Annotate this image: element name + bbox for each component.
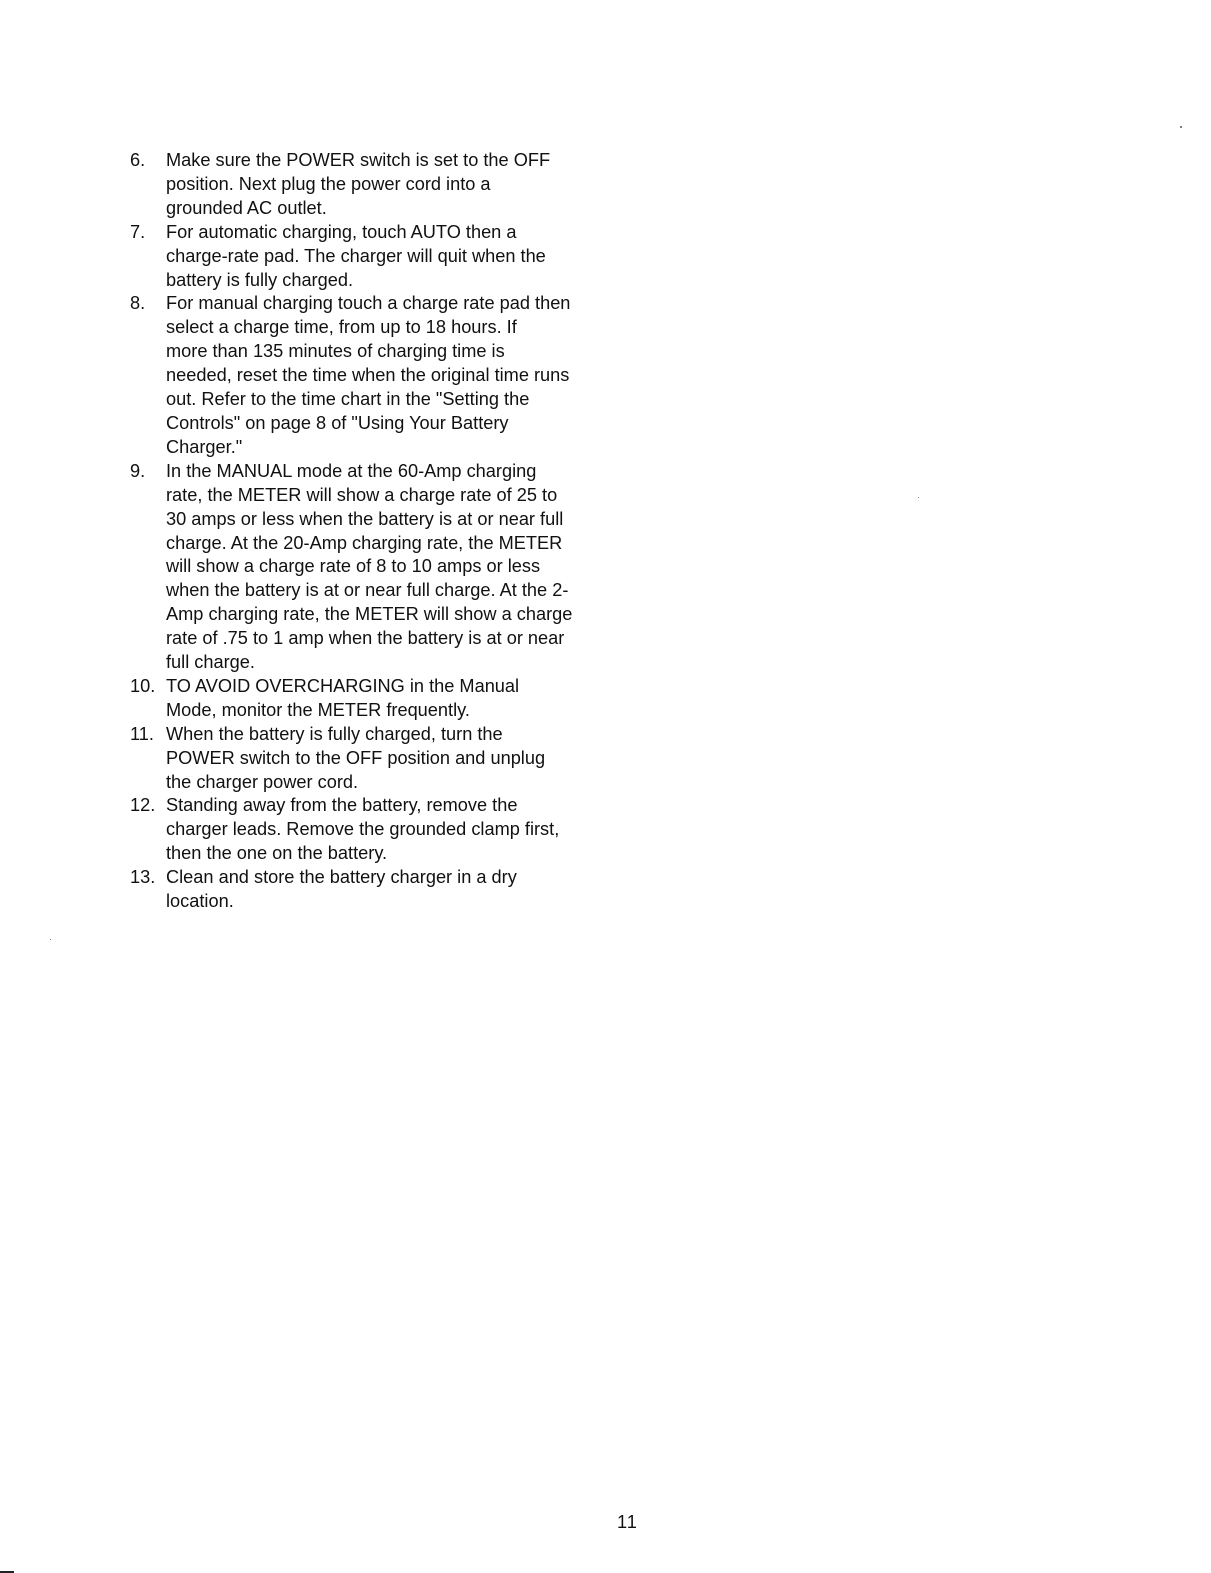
step-text-line: 30 amps or less when the battery is at or near full: [166, 508, 564, 529]
step-text-line: more than 135 minutes of charging time is: [166, 341, 505, 362]
step-text-line: the charger power cord.: [166, 771, 359, 792]
step-text: [166, 794, 630, 866]
step-text-line: Controls" on page 8 of "Using Your Battery: [166, 412, 509, 433]
step-item-12: [130, 794, 630, 866]
step-number: 8.: [130, 293, 146, 314]
step-text-line: charger leads. Remove the grounded clamp first,: [166, 819, 560, 840]
step-number: 13.: [130, 867, 156, 888]
step-text-line: charge. At the 20-Amp charging rate, the METER: [166, 532, 563, 553]
step-text-line: Make sure the POWER switch is set to the OFF: [166, 150, 551, 170]
step-text-line: needed, reset the time when the original time runs: [166, 365, 570, 386]
step-text-line: grounded AC outlet.: [166, 197, 327, 218]
step-text-line: will show a charge rate of 8 to 10 amps or less: [166, 556, 541, 577]
step-text-line: When the battery is fully charged, turn the: [166, 723, 503, 744]
step-text-line: rate, the METER will show a charge rate of 25 to: [166, 484, 558, 505]
step-text: [166, 866, 630, 914]
step-text-line: For automatic charging, touch AUTO then a: [166, 221, 517, 242]
scan-speck: [918, 497, 919, 498]
step-text-line: rate of .75 to 1 amp when the battery is at or near: [166, 628, 565, 649]
step-text: [166, 460, 630, 675]
step-text-line: Mode, monitor the METER frequently.: [166, 699, 470, 720]
step-number: 9.: [130, 460, 146, 481]
step-text-line: select a charge time, from up to 18 hours. If: [166, 317, 517, 338]
step-text: [166, 723, 630, 795]
step-item-13: [130, 866, 630, 914]
step-text-line: battery is fully charged.: [166, 269, 354, 290]
step-item-7: [130, 221, 630, 293]
step-text: [166, 149, 630, 221]
step-text-line: then the one on the battery.: [166, 843, 388, 864]
step-text-line: charge-rate pad. The charger will quit when the: [166, 245, 546, 266]
step-text-line: Charger.": [166, 436, 243, 457]
step-item-11: [130, 723, 630, 795]
step-text: [166, 292, 630, 459]
step-text-line: full charge.: [166, 652, 255, 673]
step-text-line: Clean and store the battery charger in a dry: [166, 867, 517, 888]
step-item-9: [130, 460, 630, 675]
scan-speck: [50, 939, 51, 940]
step-number: 7.: [130, 221, 146, 242]
page-number: 11: [617, 1512, 638, 1532]
step-text-line: For manual charging touch a charge rate pad then: [166, 293, 571, 314]
step-text-line: TO AVOID OVERCHARGING in the Manual: [166, 675, 520, 696]
step-item-6: [130, 149, 630, 221]
step-text-line: location.: [166, 891, 234, 912]
step-text-line: Amp charging rate, the METER will show a charge: [166, 604, 573, 625]
step-text-line: In the MANUAL mode at the 60-Amp charging: [166, 460, 537, 481]
step-text-line: Standing away from the battery, remove the: [166, 795, 518, 816]
step-number: 6.: [130, 150, 146, 170]
step-text-line: when the battery is at or near full charge. At the 2-: [166, 580, 569, 601]
step-text: [166, 675, 630, 723]
step-number: 11.: [130, 723, 154, 744]
step-item-10: [130, 675, 630, 723]
step-number: 12.: [130, 795, 156, 816]
step-text: [166, 221, 630, 293]
step-text-line: out. Refer to the time chart in the "Setting the: [166, 389, 530, 410]
step-item-8: [130, 292, 630, 459]
scan-speck: [1180, 126, 1182, 128]
step-text-line: position. Next plug the power cord into a: [166, 173, 491, 194]
instruction-list: [130, 149, 630, 914]
step-number: 10.: [130, 675, 156, 696]
step-text-line: POWER switch to the OFF position and unplug: [166, 747, 546, 768]
